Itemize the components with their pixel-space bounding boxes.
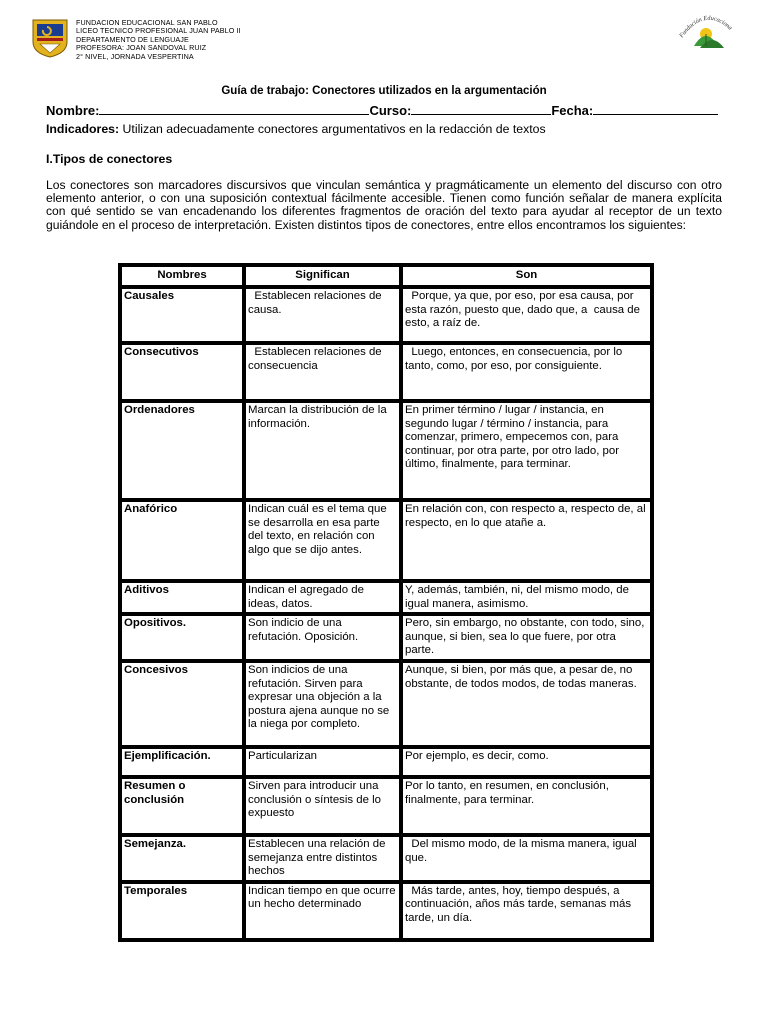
table-row [120,287,652,343]
header-line: PROFESORA: JOAN SANDOVAL RUIZ [76,43,207,53]
header-line: LICEO TECNICO PROFESIONAL JUAN PABLO II [76,26,241,36]
connector-meaning: Sirven para introducir una conclusión o síntesis de lo expuesto [244,777,401,835]
indicators-text: Utilizan adecuadamente conectores argumentativos en la redacción de textos [122,122,546,136]
indicators [46,122,736,136]
student-fields [46,102,726,118]
table-row [120,835,652,882]
connector-examples: Pero, sin embargo, no obstante, con todo, sino, aunque, si bien, sea lo que fuere, por otra parte. [401,614,652,661]
connector-meaning: Indican el agregado de ideas, datos. [244,581,401,614]
date-label: Fecha: [551,103,594,118]
table-header-row [120,265,652,287]
foundation-logo-icon [672,4,738,54]
connector-meaning: Son indicios de una refutación. Sirven para expresar una objeción a la postura ajena aunque no se la niega por completo. [244,661,401,747]
connector-examples: Aunque, si bien, por más que, a pesar de, no obstante, de todos modos, de todas maneras. [401,661,652,747]
connector-examples: Porque, ya que, por eso, por esa causa, por esta razón, puesto que, dado que, a causa de esto, a raíz de. [401,287,652,343]
table-row [120,747,652,777]
connector-meaning: Establecen relaciones de consecuencia [244,343,401,401]
school-crest-logo-icon [30,18,70,58]
connector-meaning: Indican cuál es el tema que se desarrolla en esa parte del texto, en relación con algo que se dijo antes. [244,500,401,581]
connector-name: Concesivos [120,661,244,747]
table-row [120,500,652,581]
connector-name: Ejemplificación. [120,747,244,777]
connectors-table [118,263,654,942]
worksheet-title: Guía de trabajo: Conectores utilizados en la argumentación [221,85,547,97]
connector-name: Opositivos. [120,614,244,661]
header-son: Son [401,265,652,287]
connector-meaning: Particularizan [244,747,401,777]
connector-name: Resumen o conclusión [120,777,244,835]
header-significan: Significan [244,265,401,287]
connector-examples: Por lo tanto, en resumen, en conclusión, finalmente, para terminar. [401,777,652,835]
course-label: Curso: [369,103,412,118]
table-row [120,343,652,401]
table-row [120,882,652,940]
section-title: I.Tipos de conectores [46,152,173,166]
connector-name: Consecutivos [120,343,244,401]
connector-examples: Luego, entonces, en consecuencia, por lo tanto, como, por eso, por consiguiente. [401,343,652,401]
connector-name: Causales [120,287,244,343]
name-label: Nombre: [46,103,100,118]
name-line[interactable] [99,102,369,115]
connector-meaning: Indican tiempo en que ocurre un hecho determinado [244,882,401,940]
connector-meaning: Son indicio de una refutación. Oposición. [244,614,401,661]
connector-meaning: Establecen relaciones de causa. [244,287,401,343]
table-row [120,614,652,661]
school-header [76,19,241,61]
connector-name: Ordenadores [120,401,244,500]
connector-name: Temporales [120,882,244,940]
connector-examples: Por ejemplo, es decir, como. [401,747,652,777]
table-row [120,661,652,747]
connector-examples: En relación con, con respecto a, respecto de, al respecto, en lo que atañe a. [401,500,652,581]
header-line: DEPARTAMENTO DE LENGUAJE [76,34,189,44]
header-line: FUNDACION EDUCACIONAL SAN PABLO [76,18,218,27]
table-row [120,777,652,835]
connector-examples: Y, además, también, ni, del mismo modo, de igual manera, asimismo. [401,581,652,614]
header-nombres: Nombres [120,265,244,287]
connector-name: Aditivos [120,581,244,614]
header-line: 2° NIVEL, JORNADA VESPERTINA [76,51,194,61]
course-line[interactable] [411,102,551,115]
indicators-label: Indicadores: [46,122,120,136]
connector-examples: Más tarde, antes, hoy, tiempo después, a continuación, años más tarde, semanas más tarde, un día. [401,882,652,940]
connector-examples: En primer término / lugar / instancia, en segundo lugar / término / instancia, para comenzar, primero, empecemos con, para continuar, por otra parte, por otro lado, por último, finalmente, para terminar. [401,401,652,500]
connector-meaning: Marcan la distribución de la información. [244,401,401,500]
date-line[interactable] [593,102,718,115]
svg-text:Fundación Educacional San Pabl: Fundación Educaciona [678,14,734,40]
table-row [120,401,652,500]
intro-paragraph: Los conectores son marcadores discursivos que vinculan semántica y pragmáticamente un elemento del discurso con otro elemento anterior, o con una suposición contextual fácilmente accesible. Tienen como función señalar de manera explícita con qué sentido se van encadenando los diferentes fragmentos de oración del texto para ayudar al receptor de un texto guiándole en el proceso de interpretación. Existen distintos tipos de conectores, entre ellos encontramos los siguientes: [46,178,722,232]
connector-name: Anafórico [120,500,244,581]
table-row [120,581,652,614]
connector-examples: Del mismo modo, de la misma manera, igual que. [401,835,652,882]
connector-name: Semejanza. [120,835,244,882]
connector-meaning: Establecen una relación de semejanza entre distintos hechos [244,835,401,882]
